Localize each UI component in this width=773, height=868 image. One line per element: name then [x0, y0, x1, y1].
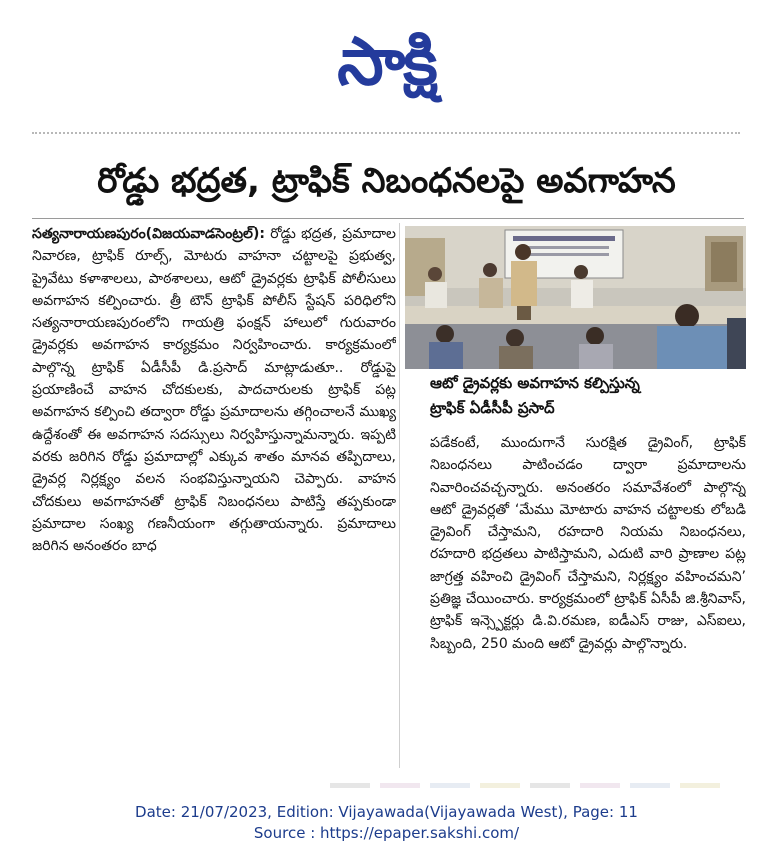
article-headline: రోడ్డు భద్రత, ట్రాఫిక్ నిబంధనలపై అవగాహన: [97, 161, 676, 201]
article-photo: [405, 226, 746, 369]
photo-caption-line-1: ఆటో డ్రైవర్లకు అవగాహన కల్పిస్తున్న: [430, 374, 640, 392]
article-body-left: [32, 223, 396, 768]
top-dotted-rule: [32, 132, 740, 134]
footer-info: Date: 21/07/2023, Edition: Vijayawada(Vijayawada West), Page: 11: [135, 803, 638, 821]
footer-source: Source : https://epaper.sakshi.com/: [253, 824, 520, 842]
epaper-footer: [0, 802, 773, 844]
photo-caption: [430, 371, 746, 421]
article-body-left-text: రోడ్డు భద్రత, ప్రమాదాల నివారణ, ట్రాఫిక్ రూల్స్, మోటరు వాహనా చట్టాలపై ప్రభుత్వ, ప్రైవేటు కళాశాలలు, పాఠశాలలు, ఆటో డ్రైవర్లకు ట్రాఫిక్ పోలీసులు అవగాహన కల్పించారు. త్రీ టౌన్ ట్రాఫిక్ పోలీస్ స్టేషన్ పరిధిలోని సత్యనారాయణపురంలోని గాయత్రి ఫంక్షన్ హాలులో గురువారం డ్రైవర్లకు అవగాహన కార్యక్రమం నిర్వహించారు. కార్యక్రమంలో పాల్గొన్న ట్రాఫిక్ ఏడీసీపీ డి.ప్రసాద్ మాట్లాడుతూ.. రోడ్డుపై ప్రయాణించే వాహన చోదకులకు, పాదచారులకు ట్రాఫిక్ పట్ల అవగాహన కల్పించి తద్వారా రోడ్డు ప్రమాదాలను తగ్గించాలనే ముఖ్య ఉద్దేశంతో ఈ అవగాహన సదస్సులు నిర్వహిస్తున్నామన్నారు. ఇప్పటి వరకు జరిగిన రోడ్డు ప్రమాదాల్లో ఎక్కువ శాతం మానవ తప్పిదాలు, డ్రైవర్ల నిర్లక్ష్యం వలన సంభవిస్తున్నాయని చెప్పారు. వాహన చోదకులు అవగాహనతో ట్రాఫిక్ నిబంధనలు పాటిస్తే తప్పకుండా ప్రమాదాల సంఖ్య గణనీయంగా తగ్గుతాయన్నారు. ప్రమాదాలు జరిగిన అనంతరం బాధ: [32, 226, 396, 555]
photo-caption-line-2: ట్రాఫిక్ ఏడీసీపీ ప్రసాద్: [430, 399, 555, 417]
article-dateline: సత్యనారాయణపురం(విజయవాడసెంట్రల్):: [32, 226, 265, 242]
masthead-logo: సాక్షి: [337, 23, 436, 100]
article-body-right: పడేకంటే, ముందుగానే సురక్షిత డ్రైవింగ్, ట్రాఫిక్ నిబంధనలు పాటించడం ద్వారా ప్రమాదాలను నివారించవచ్చన్నారు. అనంతరం సమావేశంలో పాల్గొన్న ఆటో డ్రైవర్లతో ‘మేము మోటారు వాహన చట్టాలకు లోబడి డ్రైవింగ్ చేస్తామని, రహదారి నియమ నిబంధనలు, రహదారి భద్రతలు పాటిస్తామని, ఎదుటి వారి ప్రాణాల పట్ల జాగ్రత్త వహించి డ్రైవింగ్ చేస్తామని, నిర్లక్ష్యం వహించమని’ ప్రతిజ్ఞ చేయించారు. కార్యక్రమంలో ట్రాఫిక్ ఏసీపీ జి.శ్రీనివాస్, ట్రాఫిక్ ఇన్స్పెక్టర్లు డి.వి.రమణ, ఐడీఎస్ రాజు, ఎస్ఐలు, సిబ్బంది, 250 మంది ఆటో డ్రైవర్లు పాల్గొన్నారు.: [430, 435, 746, 652]
print-registration-strip: [330, 773, 720, 778]
headline-rule: [32, 218, 744, 219]
column-divider: [399, 223, 400, 768]
